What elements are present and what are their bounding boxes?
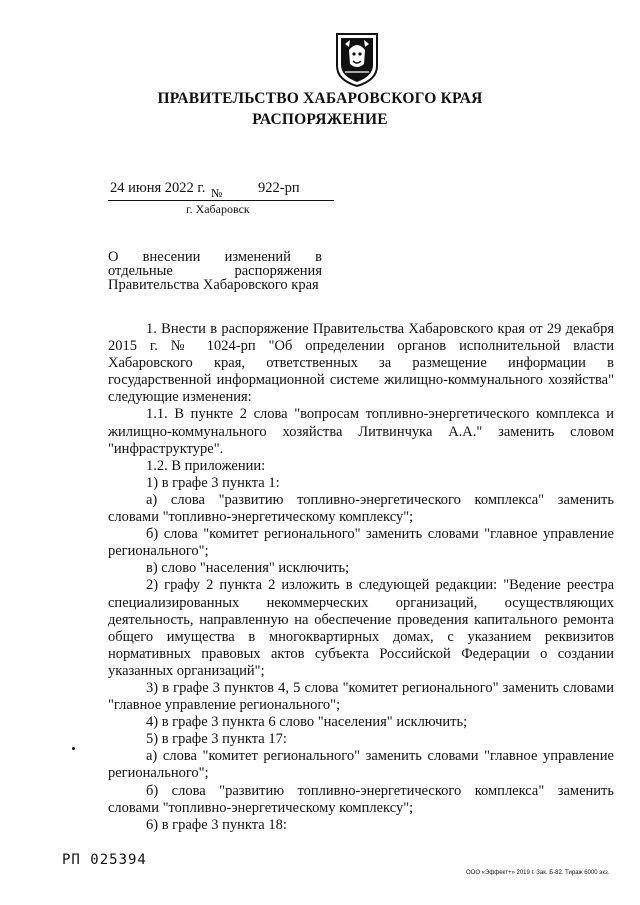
paragraph: 1) в графе 3 пункта 1: [146, 474, 280, 491]
subject-word: О [108, 249, 119, 265]
print-imprint: ООО «Эффект+» 2019 г. Зак. Б-82. Тираж 6000 экз. [466, 870, 610, 876]
paragraph: 3) в графе 3 пунктов 4, 5 слова "комитет регионального" заменить словами "главное управление регионального"; [108, 679, 614, 714]
scan-speck [72, 747, 75, 750]
serial-number: РП 025394 [62, 852, 147, 868]
paragraph: 2) графу 2 пункта 2 изложить в следующей редакции: "Ведение реестра специализированных некоммерческих организаций, осуществляющих деятельность, направленную на обеспечение проведения капитального ремонта общего имущества в многоквартирных домах, с указанием реквизитов нормативных правовых актов субъекта Российской Федерации о создании указанных организаций"; [108, 577, 614, 679]
document-number: 922-рп [258, 180, 300, 196]
subject-word: распоряжения [234, 263, 322, 279]
city: г. Хабаровск [186, 202, 250, 216]
document-type: РАСПОРЯЖЕНИЕ [252, 111, 388, 128]
paragraph: б) слова "развитию топливно-энергетического комплекса" заменить словами "топливно-энергетическому комплексу"; [108, 782, 614, 816]
subject-line: Правительства Хабаровского края [108, 277, 319, 293]
document-date: 24 июня 2022 г. [110, 180, 206, 196]
paragraph: а) слова "комитет регионального" заменить словами "главное управление регионального"; [108, 748, 614, 782]
paragraph: 4) в графе 3 пункта 6 слово "населения" исключить; [146, 714, 468, 731]
paragraph: б) слова "комитет регионального" заменить словами "главное управление регионального"; [108, 526, 614, 560]
paragraph: 1.2. В приложении: [146, 457, 266, 474]
paragraph: а) слова "развитию топливно-энергетического комплекса" заменить словами "топливно-энергетическому комплексу"; [108, 491, 614, 526]
document-subject [108, 250, 322, 292]
subject-word: в [315, 249, 322, 265]
subject-word: изменений [224, 249, 291, 265]
paragraph: 6) в графе 3 пункта 18: [146, 816, 287, 833]
khabarovsk-coat-of-arms-icon [332, 30, 382, 88]
number-sign: № [211, 186, 223, 200]
date-number-line [108, 180, 334, 201]
subject-word: отдельные [108, 263, 173, 279]
paragraph: в) слово "населения" исключить; [146, 560, 350, 577]
government-title: ПРАВИТЕЛЬСТВО ХАБАРОВСКОГО КРАЯ [157, 90, 483, 107]
paragraph: 1. Внести в распоряжение Правительства Хабаровского края от 29 декабря 2015 г. № 1024-рп "Об определении органов исполнительной власти Хабаровского края, ответственных за размещение информации в государственной информационной системе жилищно-коммунального хозяйства" следующие изменения: [108, 321, 614, 406]
subject-word: внесении [142, 249, 201, 265]
paragraph: 1.1. В пункте 2 слова "вопросам топливно-энергетического комплекса и жилищно-коммунального хозяйства Литвинчука А.А." заменить словом "инфраструктуре". [108, 406, 614, 457]
paragraph: 5) в графе 3 пункта 17: [146, 731, 287, 748]
document-body [108, 321, 614, 834]
